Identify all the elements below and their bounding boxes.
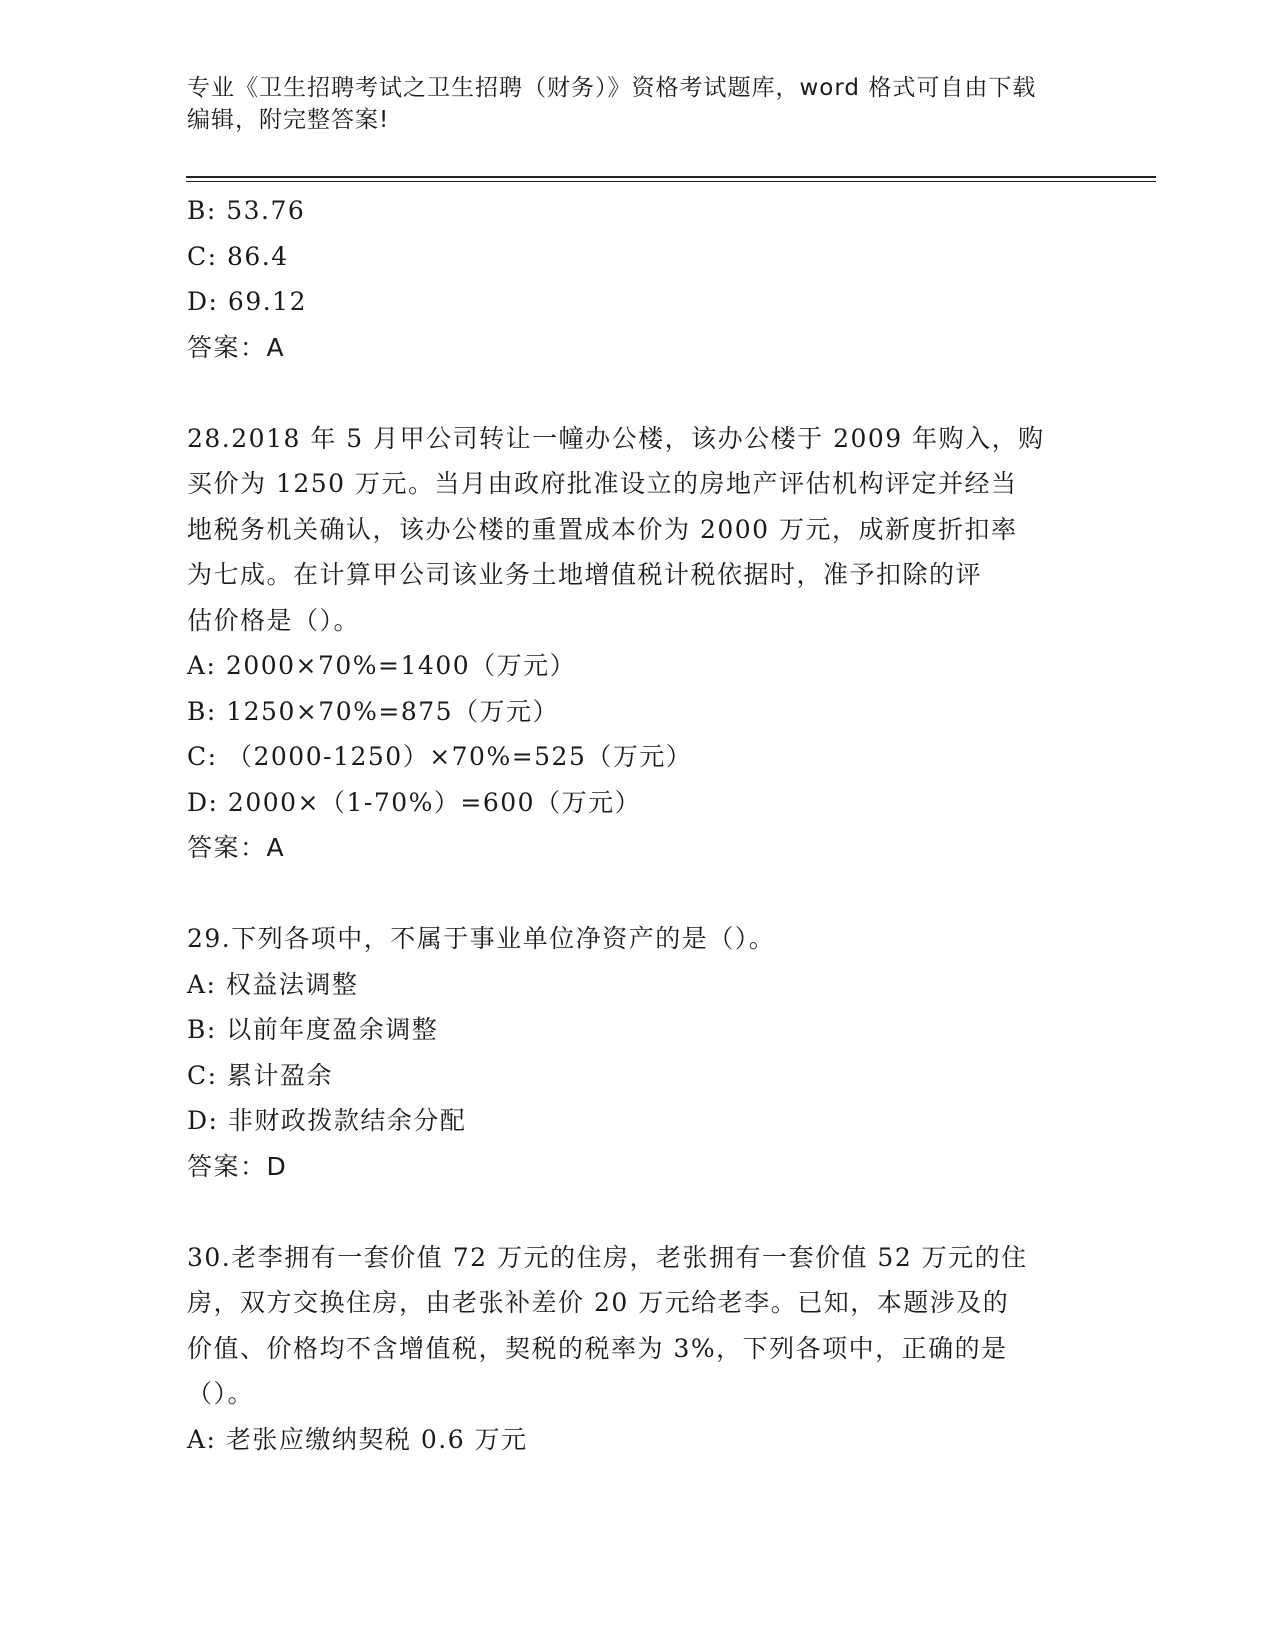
q30-option-a: A: 老张应缴纳契税 0.6 万元 <box>187 1424 528 1454</box>
q28-option-c: C: （2000-1250）×70%=525（万元） <box>187 742 693 771</box>
page-header <box>187 72 1087 136</box>
q30-stem-line: 房，双方交换住房，由老张补差价 20 万元给老李。已知，本题涉及的 <box>187 1288 1010 1317</box>
q29-stem: 29.下列各项中，不属于事业单位净资产的是（）。 <box>187 924 776 953</box>
spacer <box>187 1189 1087 1235</box>
question-29 <box>187 916 1087 1189</box>
q29-option-a: A: 权益法调整 <box>187 969 359 999</box>
q30-stem-line: （）。 <box>187 1379 255 1408</box>
question-27-tail <box>187 188 1087 370</box>
header-title-line-2: 编辑，附完整答案! <box>187 107 390 133</box>
q28-stem-line: 估价格是（）。 <box>187 605 361 635</box>
q27-answer: 答案：A <box>187 332 286 362</box>
spacer <box>187 370 1087 416</box>
q29-answer: 答案：D <box>187 1151 288 1181</box>
q28-stem-line: 为七成。在计算甲公司该业务土地增值税计税依据时，准予扣除的评 <box>187 560 983 589</box>
q28-stem-line: 买价为 1250 万元。当月由政府批准设立的房地产评估机构评定并经当 <box>187 469 1018 498</box>
q30-stem-line: 价值、价格均不含增值税，契税的税率为 3%，下列各项中，正确的是 <box>187 1333 1008 1363</box>
q28-option-d: D: 2000×（1-70%）=600（万元） <box>187 787 642 817</box>
q29-option-b: B: 以前年度盈余调整 <box>187 1015 439 1044</box>
q27-option-b: B: 53.76 <box>187 196 306 225</box>
header-divider-thin <box>186 181 1156 182</box>
q29-option-c: C: 累计盈余 <box>187 1060 333 1090</box>
q29-option-d: D: 非财政拨款结余分配 <box>187 1106 467 1135</box>
header-title-line-1: 专业《卫生招聘考试之卫生招聘（财务）》资格考试题库，word 格式可自由下载 <box>187 75 1037 101</box>
q28-stem-line: 地税务机关确认，该办公楼的重置成本价为 2000 万元，成新度折扣率 <box>187 514 1018 544</box>
q28-option-a: A: 2000×70%=1400（万元） <box>187 651 577 680</box>
q27-option-c: C: 86.4 <box>187 241 289 271</box>
q27-option-d: D: 69.12 <box>187 287 307 316</box>
question-28 <box>187 416 1087 871</box>
header-divider-thick <box>186 176 1156 178</box>
question-30 <box>187 1235 1087 1463</box>
q28-answer: 答案：A <box>187 833 286 862</box>
question-content <box>187 188 1087 1462</box>
q28-stem-line: 28.2018 年 5 月甲公司转让一幢办公楼，该办公楼于 2009 年购入，购 <box>187 423 1045 453</box>
q28-option-b: B: 1250×70%=875（万元） <box>187 696 560 726</box>
spacer <box>187 871 1087 917</box>
q30-stem-line: 30.老李拥有一套价值 72 万元的住房，老张拥有一套价值 52 万元的住 <box>187 1242 1028 1272</box>
